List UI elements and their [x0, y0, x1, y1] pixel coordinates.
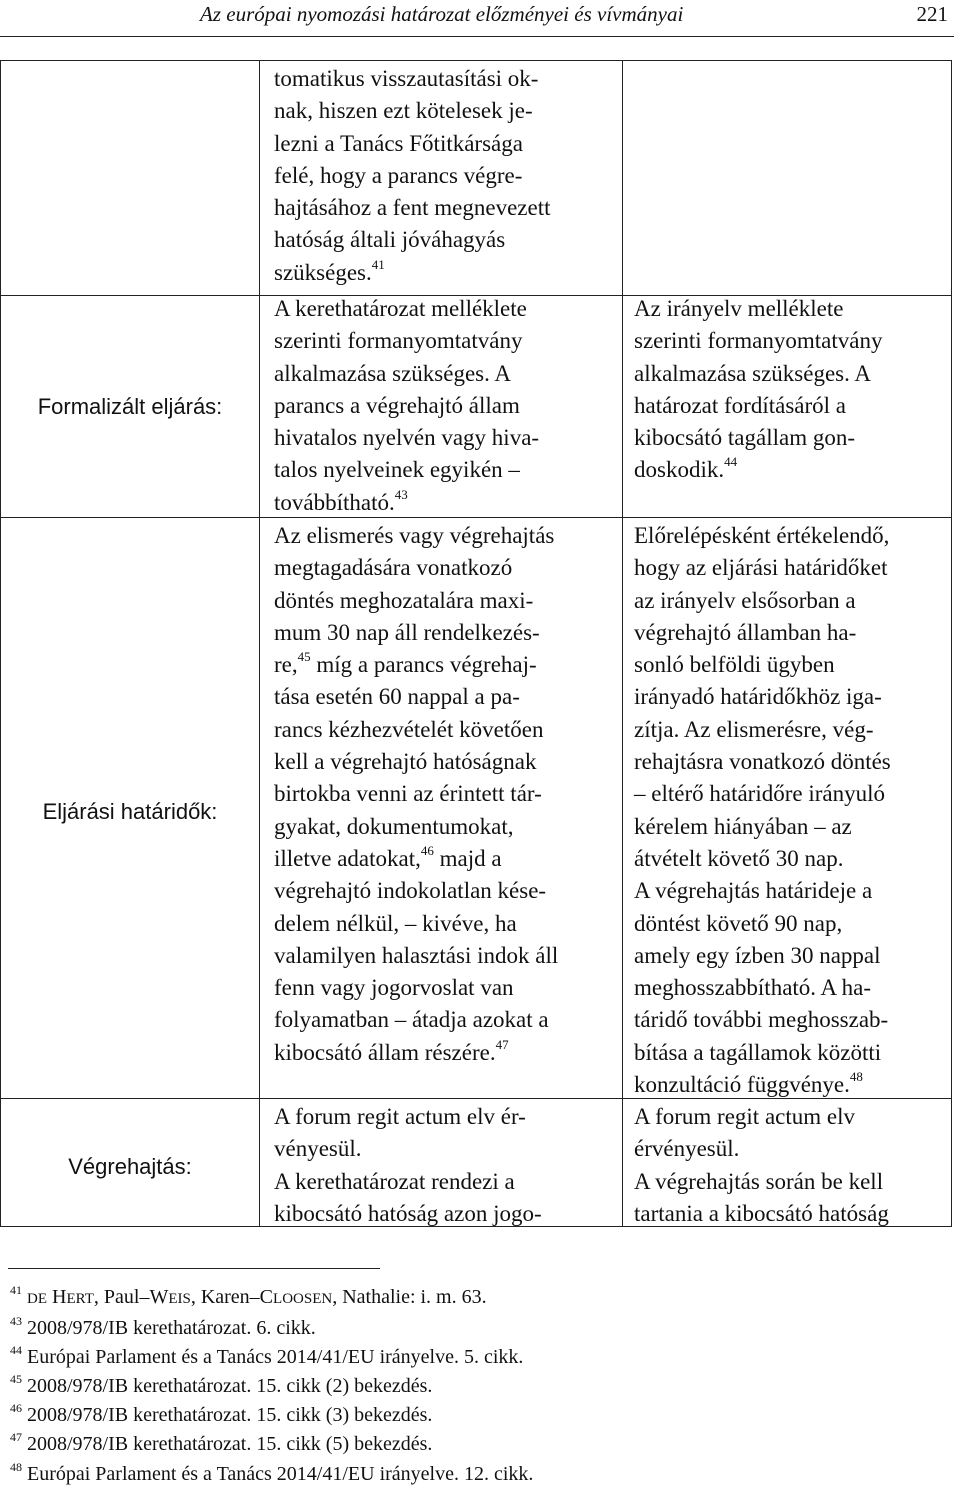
text-line: kibocsátó tagállam gon- [634, 425, 855, 451]
text-line: sonló belföldi ügyben [634, 652, 835, 678]
text-line: tomatikus visszautasítási ok- [274, 66, 539, 91]
text-line: A kerethatározat rendezi a [274, 1168, 515, 1194]
text-line: vényesül. [274, 1136, 362, 1162]
footnote-text: 2008/978/IB kerethatározat. 6. cikk. [27, 1317, 316, 1340]
text-line: érvényesül. [634, 1136, 740, 1162]
text-fragment: EIS [168, 1291, 191, 1307]
footnote-number: 47 [10, 1430, 22, 1445]
col1-execution-text [274, 1101, 542, 1230]
footnote-45 [10, 1372, 533, 1401]
footnote-ref: 44 [724, 454, 738, 470]
text-fragment: illetve adatokat, [274, 845, 421, 871]
text-line: döntést követő 90 nap, [634, 910, 843, 936]
text-line: lezni a Tanács Főtitkársága [274, 130, 523, 156]
col2-deadlines-text [634, 520, 891, 1101]
text-line: A forum regit actum elv ér- [274, 1104, 526, 1129]
text-line: meghosszabbítható. A ha- [634, 975, 871, 1001]
text-line: A végrehajtás határideje a [634, 878, 873, 904]
text-line: A forum regit actum elv [634, 1104, 855, 1129]
text-line: rehajtásra vonatkozó döntés [634, 749, 891, 775]
text-line: alkalmazása szükséges. A [274, 360, 511, 386]
footnote-ref: 43 [394, 486, 408, 502]
col1-continued-text [274, 63, 551, 289]
text-line: felé, hogy a parancs végre- [274, 162, 523, 188]
text-line: szerinti formanyomtatvány [634, 328, 883, 354]
running-header-title: Az európai nyomozási határozat előzményei és vívmányai [200, 2, 684, 26]
text-line: A kerethatározat melléklete [274, 296, 527, 321]
page-number: 221 [916, 2, 948, 26]
text-line: az irányelv elsősorban a [634, 587, 856, 613]
footnote-46 [10, 1401, 533, 1430]
column-divider-2 [622, 61, 623, 1226]
text-line: – eltérő határidőre irányuló [634, 781, 885, 807]
text-fragment: LOOSEN [273, 1291, 333, 1307]
text-line: kérelem hiányában – az [634, 813, 852, 839]
text-fragment: kibocsátó állam részére. [274, 1039, 496, 1065]
text-line: gyakat, dokumentumokat, [274, 813, 514, 839]
text-line: hajtásához a fent megnevezett [274, 195, 551, 221]
footnote-number: 41 [10, 1283, 22, 1297]
text-line: végrehajtó államban ha- [634, 619, 857, 645]
text-fragment: továbbítható. [274, 489, 395, 515]
text-line: parancs a végrehajtó állam [274, 392, 520, 418]
footnote-ref: 46 [420, 842, 434, 858]
text-fragment: szükséges. [274, 259, 372, 285]
footnote-number: 45 [10, 1372, 22, 1387]
footnote-text: 2008/978/IB kerethatározat. 15. cikk (2) bekezdés. [27, 1375, 433, 1398]
text-line [274, 649, 558, 681]
text-line [634, 454, 882, 486]
footnote-text: Európai Parlament és a Tanács 2014/41/EU irányelve. 12. cikk. [27, 1462, 534, 1485]
footnote-41 [10, 1283, 533, 1314]
text-line: amely egy ízben 30 nappal [634, 942, 881, 968]
footnote-44 [10, 1343, 533, 1372]
footnote-number: 43 [10, 1314, 22, 1329]
text-fragment: , Nathalie: i. m. 63. [332, 1286, 487, 1308]
col1-deadlines-text [274, 520, 558, 1069]
text-line: irányadó határidőkhöz iga- [634, 684, 882, 710]
text-line: rancs kézhezvételét követően [274, 716, 544, 742]
col1-formal-text [274, 293, 539, 519]
text-line: szerinti formanyomtatvány [274, 328, 523, 354]
text-fragment: DE [27, 1291, 47, 1307]
column-divider-1 [259, 61, 260, 1226]
text-fragment: , Karen–C [190, 1286, 274, 1308]
text-line: kell a végrehajtó hatóságnak [274, 749, 537, 775]
text-line: Az irányelv melléklete [634, 296, 844, 321]
footnote-ref: 48 [849, 1069, 863, 1085]
text-fragment: H [47, 1286, 67, 1308]
text-line: A végrehajtás során be kell [634, 1168, 884, 1194]
text-fragment: , Paul–W [93, 1286, 169, 1308]
text-line: Előrelépésként értékelendő, [634, 523, 890, 548]
text-line [274, 257, 551, 289]
text-line: talos nyelveinek egyikén – [274, 457, 520, 483]
text-line: határozat fordításáról a [634, 392, 846, 418]
text-line: táridő további meghosszab- [634, 1007, 889, 1033]
text-line [634, 1069, 891, 1101]
text-line: zítja. Az elismerésre, vég- [634, 716, 874, 742]
footnote-number: 48 [10, 1459, 22, 1474]
footnote-text: 2008/978/IB kerethatározat. 15. cikk (3) bekezdés. [27, 1404, 433, 1427]
text-line: hivatalos nyelvén vagy hiva- [274, 425, 540, 451]
text-line: döntés meghozatalára maxi- [274, 587, 534, 613]
text-line: valamilyen halasztási indok áll [274, 942, 559, 968]
footnote-text: 2008/978/IB kerethatározat. 15. cikk (5) bekezdés. [27, 1433, 433, 1456]
text-line: alkalmazása szükséges. A [634, 360, 871, 386]
text-line: tása esetén 60 nappal a pa- [274, 684, 520, 710]
text-line: hatóság általi jóváhagyás [274, 227, 506, 253]
text-line [274, 487, 539, 519]
footnote-text: Európai Parlament és a Tanács 2014/41/EU irányelve. 5. cikk. [27, 1346, 524, 1369]
text-line: folyamatban – átadja azokat a [274, 1007, 549, 1033]
footnote-ref: 45 [297, 649, 311, 665]
footnote-rule [8, 1268, 380, 1269]
comparison-table [0, 60, 952, 1227]
text-fragment: ERT [66, 1291, 94, 1307]
footnote-43 [10, 1314, 533, 1343]
text-line: megtagadására vonatkozó [274, 555, 513, 581]
footnote-47 [10, 1430, 533, 1459]
footnote-number: 44 [10, 1343, 22, 1358]
footnote-ref: 41 [371, 256, 385, 272]
text-line: nak, hiszen ezt kötelesek je- [274, 98, 533, 124]
footnote-48 [10, 1460, 533, 1489]
text-fragment: doskodik. [634, 457, 725, 483]
footnote-ref: 47 [495, 1036, 509, 1052]
col2-formal-text [634, 293, 882, 487]
col2-execution-text [634, 1101, 889, 1230]
text-line: mum 30 nap áll rendelkezés- [274, 619, 540, 645]
text-line: Az elismerés vagy végrehajtás [274, 523, 555, 548]
text-fragment: míg a parancs végrehaj- [310, 652, 537, 678]
text-line: átvételt követő 30 nap. [634, 845, 844, 871]
text-line: delem nélkül, – kivéve, ha [274, 910, 517, 936]
text-line: bítása a tagállamok közötti [634, 1039, 882, 1065]
text-line: hogy az eljárási határidőket [634, 555, 888, 581]
row-label-formal: Formalizált eljárás: [37, 394, 223, 419]
header-rule [0, 36, 954, 37]
text-line: tartania a kibocsátó hatóság [634, 1200, 889, 1226]
text-line: végrehajtó indokolatlan kése- [274, 878, 547, 904]
text-line: birtokba venni az érintett tár- [274, 781, 542, 807]
row-label-deadlines: Eljárási határidők: [42, 799, 218, 824]
text-fragment: konzultáció függvénye. [634, 1072, 850, 1098]
text-fragment: re, [274, 652, 298, 678]
text-line: kibocsátó hatóság azon jogo- [274, 1200, 542, 1226]
footnotes [10, 1283, 533, 1489]
footnote-number: 46 [10, 1401, 22, 1416]
text-fragment: majd a [433, 845, 502, 871]
text-line [274, 843, 558, 875]
row-label-execution: Végrehajtás: [68, 1154, 192, 1179]
text-line [274, 1037, 558, 1069]
text-line: fenn vagy jogorvoslat van [274, 975, 514, 1001]
